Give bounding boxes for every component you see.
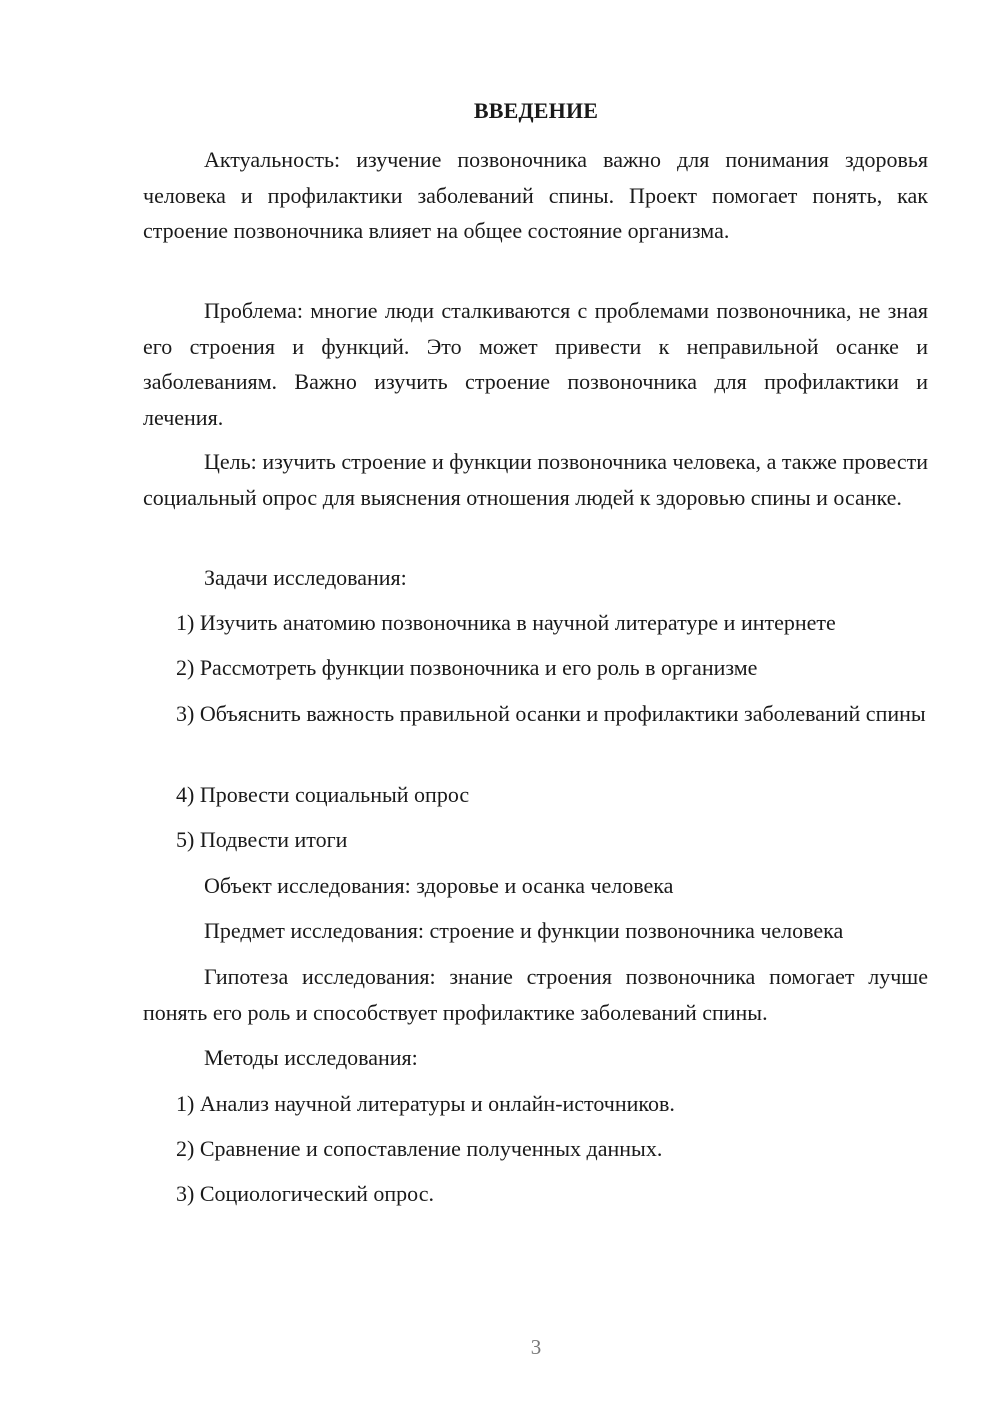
methods-heading: Методы исследования:	[204, 1045, 418, 1070]
method-item-2: 2) Сравнение и сопоставление полученных данных.	[176, 1136, 663, 1161]
research-subject: Предмет исследования: строение и функции позвоночника человека	[204, 918, 844, 943]
goal-paragraph: Цель: изучить строение и функции позвоночника человека, а также провести социальный опрос для выяснения отношения людей к здоровью спины и осанке.	[143, 449, 928, 510]
research-object: Объект исследования: здоровье и осанка человека	[204, 873, 674, 898]
task-item-3: 3) Объяснить важность правильной осанки и профилактики заболеваний спины	[176, 701, 926, 726]
method-item-3: 3) Социологический опрос.	[176, 1181, 434, 1206]
relevance-paragraph: Актуальность: изучение позвоночника важно для понимания здоровья человека и профилактики заболеваний спины. Проект помогает понять, как строение позвоночника влияет на общее состояние организма.	[143, 147, 928, 243]
task-item-2: 2) Рассмотреть функции позвоночника и его роль в организме	[176, 655, 758, 680]
research-hypothesis: Гипотеза исследования: знание строения позвоночника помогает лучше понять его роль и способствует профилактике заболеваний спины.	[143, 964, 928, 1025]
task-item-5: 5) Подвести итоги	[176, 827, 348, 852]
tasks-heading: Задачи исследования:	[204, 565, 407, 590]
task-item-4: 4) Провести социальный опрос	[176, 782, 470, 807]
method-item-1: 1) Анализ научной литературы и онлайн-источников.	[176, 1091, 675, 1116]
problem-paragraph: Проблема: многие люди сталкиваются с проблемами позвоночника, не зная его строения и функций. Это может привести к неправильной осанке и заболеваниям. Важно изучить строение позвоночника для профилактики и лечения.	[143, 298, 928, 430]
page-number: 3	[530, 1335, 542, 1359]
section-title: ВВЕДЕНИЕ	[473, 98, 599, 123]
task-item-1: 1) Изучить анатомию позвоночника в научной литературе и интернете	[176, 610, 836, 635]
